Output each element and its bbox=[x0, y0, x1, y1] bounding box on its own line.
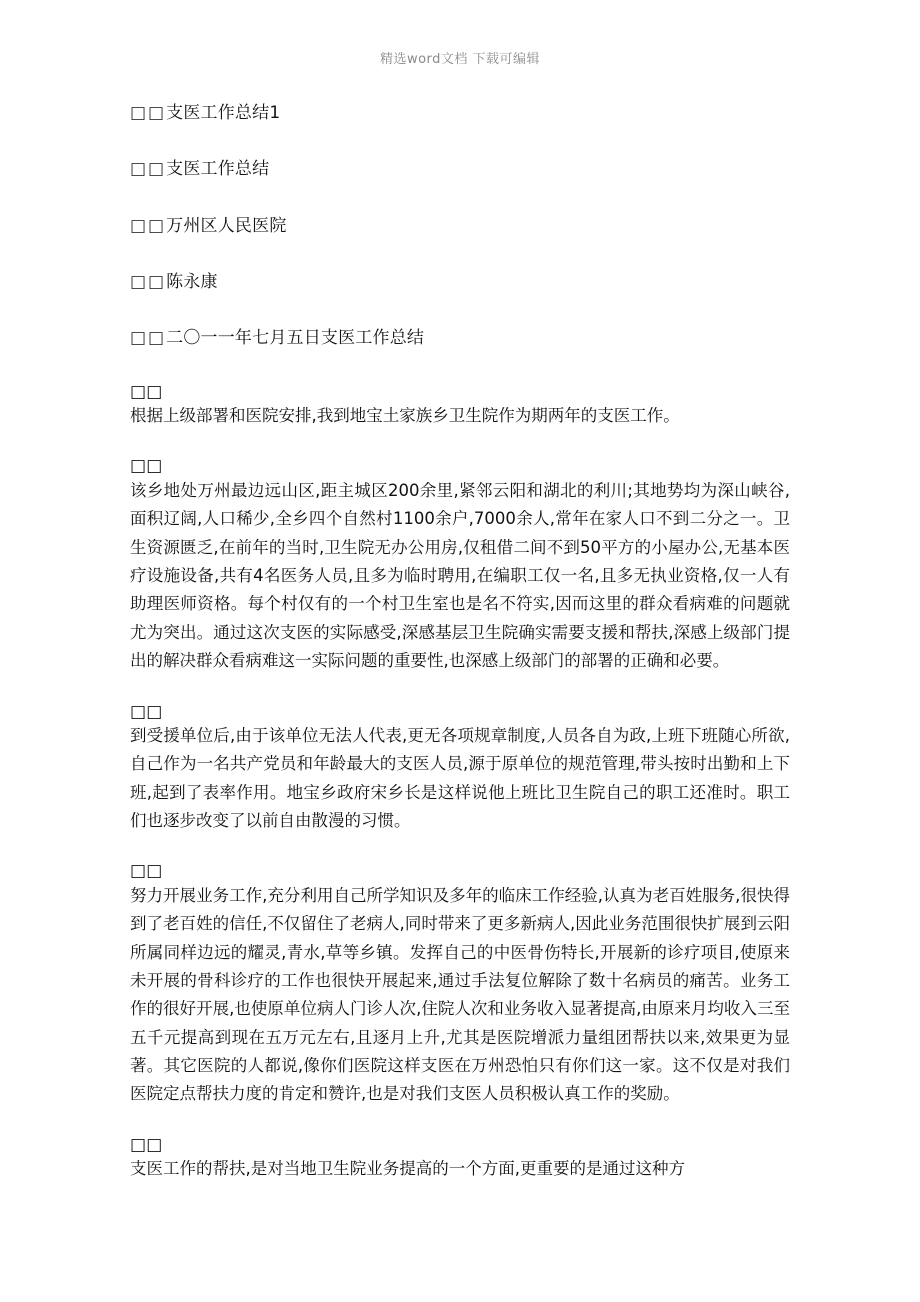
watermark-text: 精选word文档 下载可编辑 bbox=[379, 52, 541, 67]
doc-title-line-2 bbox=[130, 156, 790, 182]
paragraph-3: 到受援单位后,由于该单位无法人代表,更无各项规章制度,人员各自为政,上班下班随心所欲,自己作为一名共产党员和年龄最大的支医人员,源于原单位的规范管理,带头按时出勤和上下班,起到了表率作用。地宝乡政府宋乡长是这样说他上班比卫生院自己的职工还准时。职工们也逐步改变了以前自由散漫的习惯。 bbox=[130, 725, 790, 831]
paragraph-1: 根据上级部署和医院安排,我到地宝土家族乡卫生院作为期两年的支医工作。 bbox=[130, 406, 680, 426]
doc-title-text-3: 万州区人民医院 bbox=[166, 215, 287, 236]
doc-title-text-5: 二〇一一年七月五日支医工作总结 bbox=[166, 328, 425, 349]
doc-title-line-1 bbox=[130, 100, 790, 126]
paragraph-marker-3: □□ bbox=[130, 701, 163, 722]
doc-title-text-1: 支医工作总结1 bbox=[166, 103, 281, 123]
box-marker: □□ bbox=[130, 272, 167, 293]
box-marker: □□ bbox=[130, 328, 167, 349]
doc-title-line-4 bbox=[130, 269, 790, 295]
paragraph-marker-2: □□ bbox=[130, 456, 163, 477]
paragraph-marker-4: □□ bbox=[130, 861, 163, 882]
box-marker: □□ bbox=[130, 215, 167, 236]
paragraph-5: 支医工作的帮扶,是对当地卫生院业务提高的一个方面,更重要的是通过这种方 bbox=[130, 1159, 685, 1179]
paragraph-4: 努力开展业务工作,充分利用自己所学知识及多年的临床工作经验,认真为老百姓服务,很快得到了老百姓的信任,不仅留住了老病人,同时带来了更多新病人,因此业务范围很快扩展到云阳所属同样边远的耀灵,青水,草等乡镇。发挥自己的中医骨伤特长,开展新的诊疗项目,使原来未开展的骨科诊疗的工作也很快开展起来,通过手法复位解除了数十名病员的痛苦。业务工作的很好开展,也使原单位病人门诊人次,住院人次和业务收入显著提高,由原来月均收入三至五千元提高到现在五万元左右,且逐月上升,尤其是医院增派力量组团帮扶以来,效果更为显著。其它医院的人都说,像你们医院这样支医在万州恐怕只有你们这一家。这不仅是对我们医院定点帮扶力度的肯定和赞许,也是对我们支医人员积极认真工作的奖励。 bbox=[130, 885, 790, 1104]
doc-title-text-4: 陈永康 bbox=[166, 272, 218, 293]
doc-title-line-5 bbox=[130, 325, 790, 351]
box-marker: □□ bbox=[130, 159, 167, 180]
doc-title-text-2: 支医工作总结 bbox=[166, 159, 270, 180]
paragraph-2: 该乡地处万州最边远山区,距主城区200余里,紧邻云阳和湖北的利川;其地势均为深山峡谷,面积辽阔,人口稀少,全乡四个自然村1100余户,7000余人,常年在家人口不到二分之一。卫生资源匮乏,在前年的当时,卫生院无办公用房,仅租借二间不到50平方的小屋办公,无基本医疗设施设备,共有4名医务人员,且多为临时聘用,在编职工仅一名,且多无执业资格,仅一人有助理医师资格。每个村仅有的一个村卫生室也是名不符实,因而这里的群众看病难的问题就尤为突出。通过这次支医的实际感受,深感基层卫生院确实需要支援和帮扶,深感上级部门提出的解决群众看病难这一实际问题的重要性,也深感上级部门的部署的正确和必要。 bbox=[130, 480, 790, 671]
paragraph-marker-1: □□ bbox=[130, 381, 163, 402]
box-marker: □□ bbox=[130, 103, 167, 123]
document-body bbox=[130, 100, 790, 1210]
paragraph-marker-5: □□ bbox=[130, 1134, 163, 1155]
doc-title-line-3 bbox=[130, 213, 790, 239]
